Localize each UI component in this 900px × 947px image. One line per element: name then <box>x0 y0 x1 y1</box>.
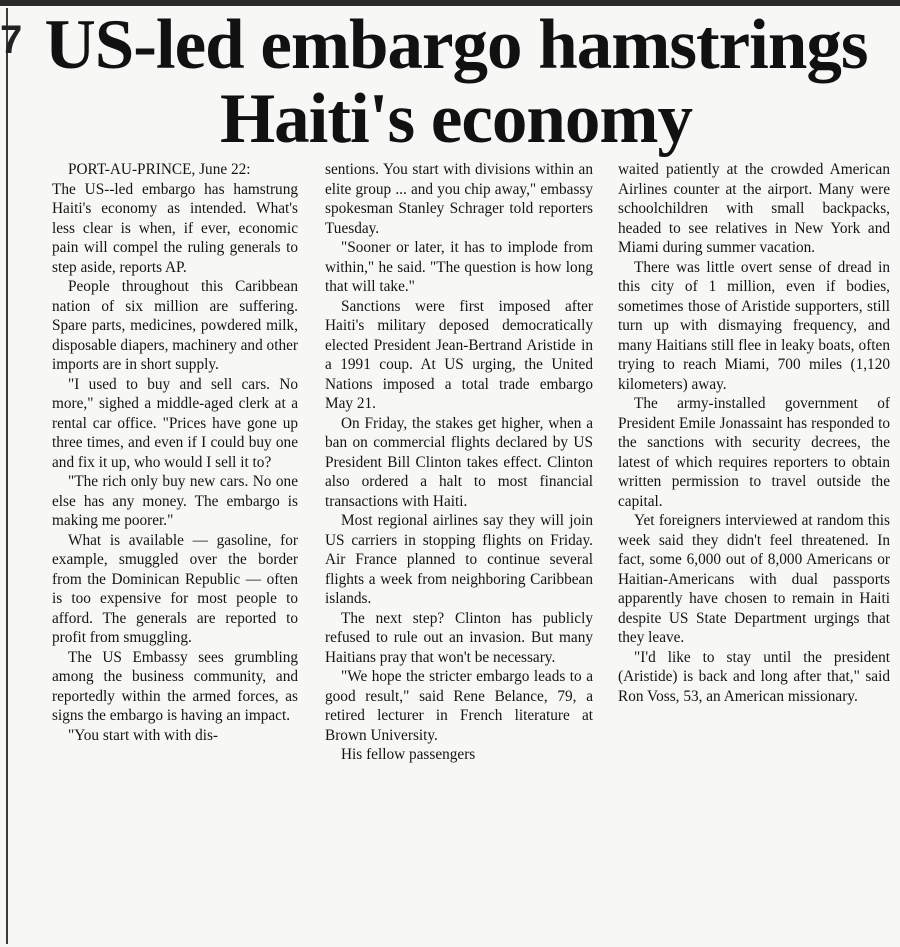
paragraph: "We hope the stricter embargo leads to a good result," said Rene Belance, 79, a retired lecturer in French literature at Brown University. <box>325 668 593 744</box>
dateline: PORT-AU-PRINCE, June 22: <box>68 161 251 178</box>
paragraph: Most regional airlines say they will join US carriers in stopping flights on Friday. Air France planned to continue several flights a week from neighboring Caribbean islands. <box>325 512 593 607</box>
article-body <box>0 160 900 947</box>
paragraph: "You start with with dis- <box>68 726 219 744</box>
paragraph: What is available — gasoline, for example, smuggled over the border from the Dominican Republic — often is too expensive for most people to afford. The generals are reported to profit from smuggling. <box>52 531 298 646</box>
paragraph: The US Embassy sees grumbling among the business community, and reportedly within the armed forces, as signs the embargo is having an impact. <box>52 648 298 724</box>
headline-line-1: US-led embargo hamstrings <box>44 6 868 84</box>
paragraph: The next step? Clinton has publicly refused to rule out an invasion. But many Haitians pray that won't be necessary. <box>325 609 593 666</box>
headline-line-2: Haiti's economy <box>219 80 693 158</box>
paragraph: People throughout this Caribbean nation of six million are suffering. Spare parts, medicines, powdered milk, disposable diapers, machinery and other imports are in short supply. <box>52 278 298 373</box>
paragraph: "I'd like to stay until the president (Aristide) is back and long after that," said Ron Voss, 53, an American missionary. <box>618 648 890 705</box>
paragraph-continued: sentions. You start with divisions within an elite group ... and you chip away," embassy spokesman Stanley Schrager told reporters Tuesday. <box>325 161 593 237</box>
paragraph-text: The US--led embargo has hamstrung Haiti's economy as intended. What's less clear is when, if ever, economic pain will compel the ruling generals to step aside, reports AP. <box>52 180 298 276</box>
paragraph: "Sooner or later, it has to implode from within," he said. "The question is how long that will take." <box>325 239 593 295</box>
paragraph <box>52 160 298 277</box>
clipped-glyph-fragment: 7 <box>0 18 23 62</box>
column-2 <box>325 160 593 947</box>
column-1 <box>52 160 298 947</box>
paragraph: There was little overt sense of dread in this city of 1 million, even if bodies, sometimes those of Aristide supporters, still turn up with dismaying frequency, and many Haitians still flee in leaky boats, often trying to reach Miami, 700 miles (1,120 kilometers) away. <box>618 258 890 393</box>
paragraph: Sanctions were first imposed after Haiti's military deposed democratically elected President Jean-Bertrand Aristide in a 1991 coup. At US urging, the United Nations imposed a total trade embargo May 21. <box>325 297 593 412</box>
paragraph: Yet foreigners interviewed at random this week said they didn't feel threatened. In fact, some 6,000 out of 8,000 Americans or Haitian-Americans with dual passports apparently have chosen to remain in Haiti despite US State Department urgings that they leave. <box>618 512 890 646</box>
paragraph-continued: waited patiently at the crowded American Airlines counter at the airport. Many were schoolchildren with small backpacks, headed to see relatives in New York and Miami during summer vacation. <box>618 161 890 256</box>
paragraph: "I used to buy and sell cars. No more," sighed a middle-aged clerk at a rental car office. "Prices have gone up three times, and even if I could buy one and fix it up, who would I sell it to? <box>52 375 298 471</box>
paragraph: His fellow passengers <box>341 746 476 763</box>
paragraph: "The rich only buy new cars. No one else has any money. The embargo is making me poorer." <box>52 473 298 529</box>
paragraph: On Friday, the stakes get higher, when a ban on commercial flights declared by US President Bill Clinton takes effect. Clinton also ordered a halt to most financial transactions with Haiti. <box>325 414 593 510</box>
paragraph: The army-installed government of President Emile Jonassaint has responded to the sanctions with security decrees, the latest of which requires reporters to obtain written permission to travel outside the capital. <box>618 395 890 510</box>
headline <box>18 8 894 156</box>
column-3 <box>618 160 890 947</box>
